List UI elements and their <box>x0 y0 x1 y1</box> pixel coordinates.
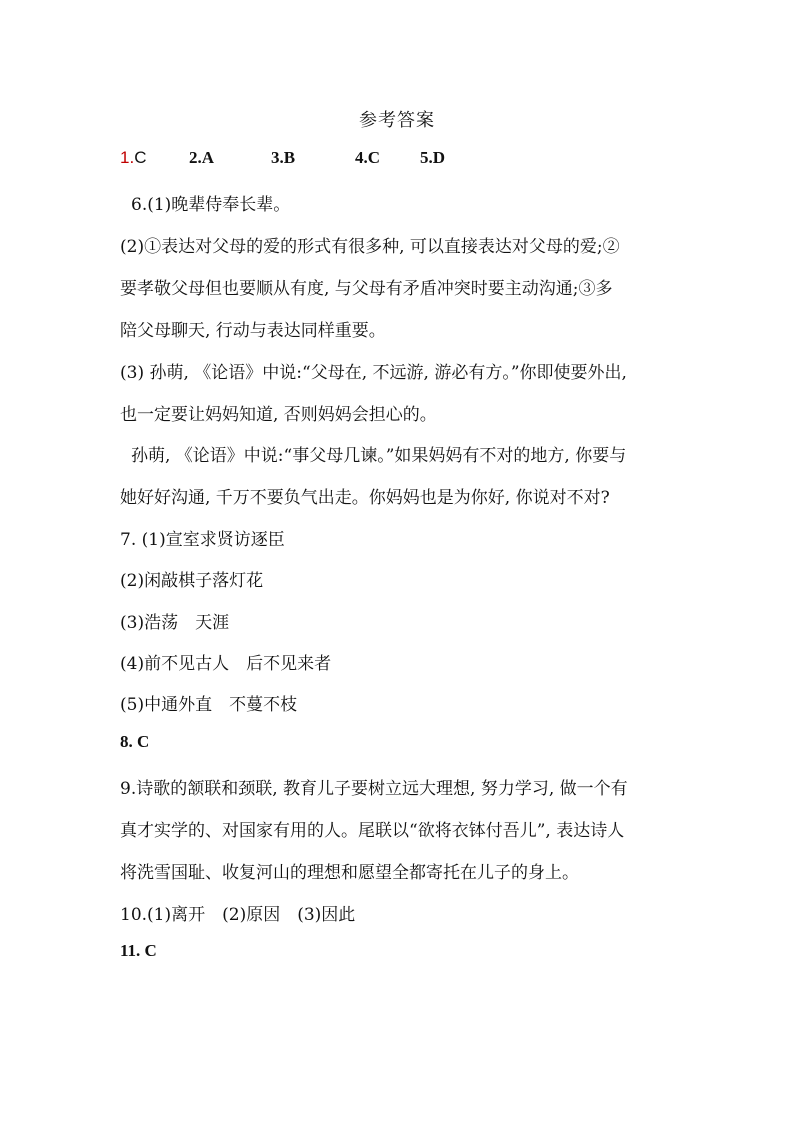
answer-7-4: (4)前不见古人 后不见来者 <box>120 654 332 674</box>
answer-11: 11. C <box>120 941 157 960</box>
answer-2: 2.A <box>189 148 215 167</box>
answer-6-2-line3: 陪父母聊天, 行动与表达同样重要。 <box>120 321 386 341</box>
answer-8: 8. C <box>120 732 150 751</box>
answer-6-2-line2: 要孝敬父母但也要顺从有度, 与父母有矛盾冲突时要主动沟通;③多 <box>120 279 613 299</box>
answer-1-number: 1. <box>120 148 135 167</box>
answer-5: 5.D <box>420 148 446 167</box>
answer-9-line3: 将洗雪国耻、收复河山的理想和愿望全都寄托在儿子的身上。 <box>120 863 579 883</box>
page-title: 参考答案 <box>359 110 435 131</box>
answer-9-line2: 真才实学的、对国家有用的人。尾联以“欲将衣钵付吾儿”, 表达诗人 <box>120 821 625 841</box>
answer-3: 3.B <box>271 148 296 167</box>
answer-7-5: (5)中通外直 不蔓不枝 <box>120 695 298 715</box>
answer-6-3-line2: 也一定要让妈妈知道, 否则妈妈会担心的。 <box>120 405 437 425</box>
answer-6-3-line3: 孙萌, 《论语》中说:“事父母几谏。”如果妈妈有不对的地方, 你要与 <box>131 446 627 466</box>
answer-6-3-line1: (3) 孙萌, 《论语》中说:“父母在, 不远游, 游必有方。”你即使要外出, <box>120 363 627 383</box>
mc-answers-row <box>120 148 446 168</box>
answer-4: 4.C <box>355 148 381 167</box>
answer-6-2-line1: (2)①表达对父母的爱的形式有很多种, 可以直接表达对父母的爱;② <box>120 237 620 257</box>
answer-10: 10.(1)离开 (2)原因 (3)因此 <box>120 905 356 925</box>
answer-6-3-line4: 她好好沟通, 千万不要负气出走。你妈妈也是为你好, 你说对不对? <box>120 488 610 508</box>
answer-7-2: (2)闲敲棋子落灯花 <box>120 571 264 591</box>
answer-9-line1: 9.诗歌的颔联和颈联, 教育儿子要树立远大理想, 努力学习, 做一个有 <box>120 779 628 799</box>
answer-7-3: (3)浩荡 天涯 <box>120 613 230 633</box>
answer-7-1: 7. (1)宣室求贤访逐臣 <box>120 530 285 550</box>
answer-6-1: 6.(1)晚辈侍奉长辈。 <box>131 195 291 215</box>
answer-1-value: C <box>134 148 147 167</box>
